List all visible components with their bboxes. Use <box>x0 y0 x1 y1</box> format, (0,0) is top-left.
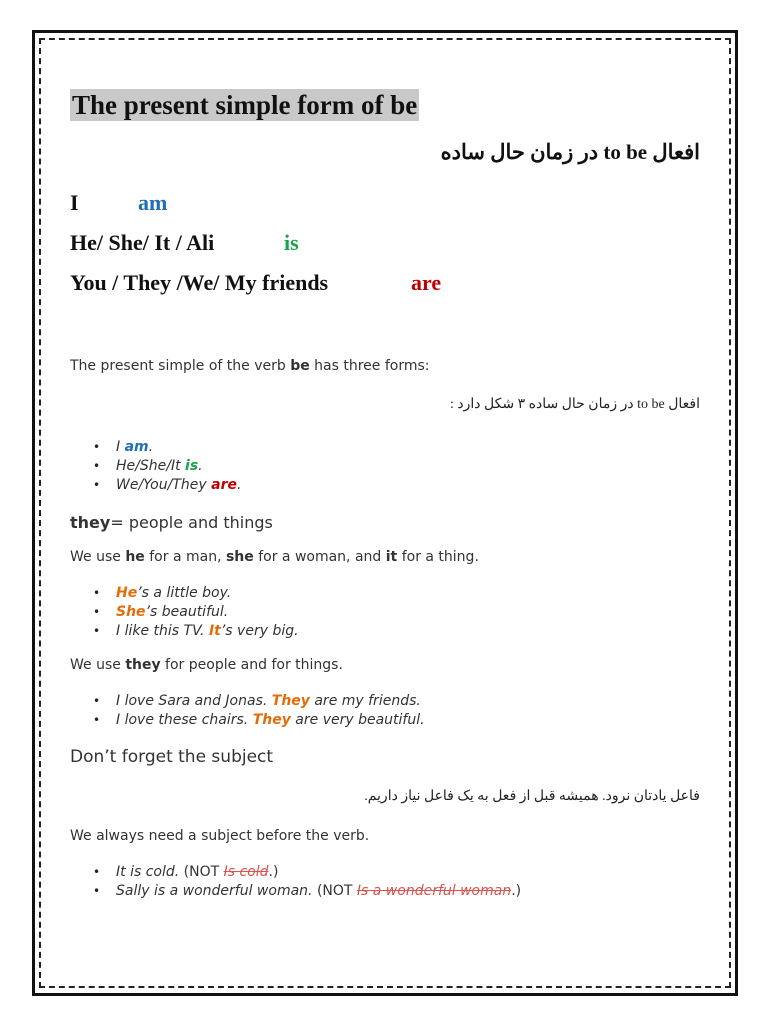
list-item: • I love Sara and Jonas. They are my friends. <box>93 692 425 711</box>
he-she-it-sentence: We use he for a man, she for a woman, and it for a thing. <box>70 549 479 565</box>
list-item: • She’s beautiful. <box>93 603 299 622</box>
verb-are: are <box>411 270 442 295</box>
list-item: • He/She/It is. <box>93 457 241 476</box>
subject: I <box>70 190 79 215</box>
list-item: • I like this TV. It’s very big. <box>93 622 299 641</box>
form-row-he-she-it <box>70 230 214 256</box>
persian-intro: افعال to be در زمان حال ساده ۳ شکل دارد : <box>450 397 700 412</box>
they-note: they= people and things <box>70 513 273 532</box>
persian-subject-note: فاعل یادتان نرود. همیشه قبل از فعل به یک فاعل نیاز داریم. <box>364 789 700 804</box>
they-examples-list <box>93 692 425 730</box>
page-title: The present simple form of be <box>72 90 418 120</box>
list-item: • It is cold. (NOT Is cold.) <box>93 863 521 882</box>
three-forms-list <box>93 438 241 495</box>
section-heading-subject: Don’t forget the subject <box>70 747 274 767</box>
subject: He/ She/ It / Ali <box>70 230 215 255</box>
subject: You / They /We/ My friends <box>70 270 329 295</box>
list-item: • He’s a little boy. <box>93 584 299 603</box>
verb-am: am <box>138 190 168 215</box>
they-use-sentence: We use they for people and for things. <box>70 657 343 673</box>
persian-heading: افعال to be در زمان حال ساده <box>440 140 700 164</box>
form-row-i <box>70 190 79 216</box>
pronoun-examples-list <box>93 584 299 641</box>
subject-examples-list <box>93 863 521 901</box>
form-row-you-they-we <box>70 270 328 296</box>
intro-sentence: The present simple of the verb be has three forms: <box>70 358 430 374</box>
list-item: • Sally is a wonderful woman. (NOT Is a wonderful woman.) <box>93 882 521 901</box>
list-item: • I love these chairs. They are very beautiful. <box>93 711 425 730</box>
verb-is: is <box>284 230 299 255</box>
always-subject-sentence: We always need a subject before the verb. <box>70 828 370 844</box>
list-item: • We/You/They are. <box>93 476 241 495</box>
list-item: • I am. <box>93 438 241 457</box>
